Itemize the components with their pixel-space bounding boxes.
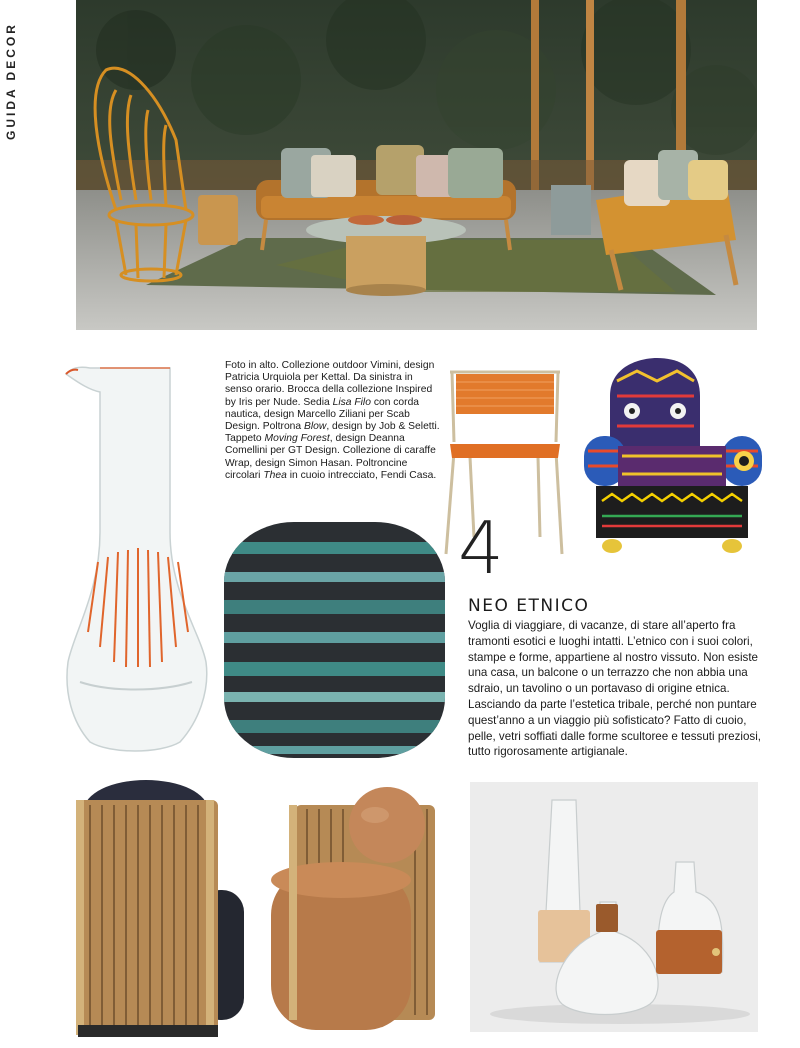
photo-caption xyxy=(225,360,440,482)
outdoor-scene-image xyxy=(76,0,757,330)
caption-part: , design by Job & Seletti. Tappeto xyxy=(225,421,440,445)
feature-number: 4 xyxy=(458,506,504,590)
caption-part: con corda nautica, design Marcello Ziliani per Scab Design. Poltrona xyxy=(225,396,420,433)
caption-part: Foto in alto. Collezione outdoor Vimini, design Patricia Urquiola per Kettal. Da sinistra in senso orario. Brocca della collezione Inspired by Iris per Nude. Sedia xyxy=(225,360,435,408)
wrap-carafes-image xyxy=(470,782,758,1032)
thea-chair-leather-photo xyxy=(265,775,440,1037)
glass-carafe-image xyxy=(60,362,210,757)
caption-part: , design Deanna Comellini per GT Design. Collezione di caraffe Wrap, design Simon Hasan. Poltroncine circolari xyxy=(225,433,436,481)
wrap-carafes-photo xyxy=(470,782,758,1032)
caption-product-blow: Blow xyxy=(304,421,327,433)
outdoor-collection-photo xyxy=(76,0,757,330)
caption-part: in cuoio intrecciato, Fendi Casa. xyxy=(286,469,437,481)
caption-text xyxy=(225,360,440,482)
thea-chair-dark-image xyxy=(68,770,248,1042)
caption-product-thea: Thea xyxy=(263,469,287,481)
section-tag xyxy=(4,10,30,140)
section-tag-text: GUIDA DECOR xyxy=(4,22,18,140)
striped-rug-image xyxy=(222,520,447,760)
ethnic-armchair-image xyxy=(582,356,764,556)
blow-armchair-photo xyxy=(582,356,764,556)
thea-chair-leather-image xyxy=(265,775,440,1037)
carafe-photo xyxy=(60,362,210,757)
caption-product-moving-forest: Moving Forest xyxy=(264,433,330,445)
caption-product-lisa-filo: Lisa Filo xyxy=(332,396,371,408)
feature-title: NEO ETNICO xyxy=(468,596,590,616)
moving-forest-rug-photo xyxy=(222,520,447,760)
feature-body: Voglia di viaggiare, di vacanze, di stare all’aperto fra tramonti esotici e luoghi intatti. L’etnico con i suoi colori, stampe e forme, appartiene al nostro vissuto. Non esiste una casa, un balcone o un terrazzo che non abbia una sdraio, un tavolino o un portavaso di origine etnica. Lasciando da parte l’estetica tribale, perché non puntare quest’anno a un viaggio più sofisticato? Fatto di cuoio, pelle, vetri soffiati dalle forme scultoree e tessuti preziosi, tutto rigorosamente artigianale. xyxy=(468,619,761,759)
thea-chair-dark-photo xyxy=(68,770,248,1042)
